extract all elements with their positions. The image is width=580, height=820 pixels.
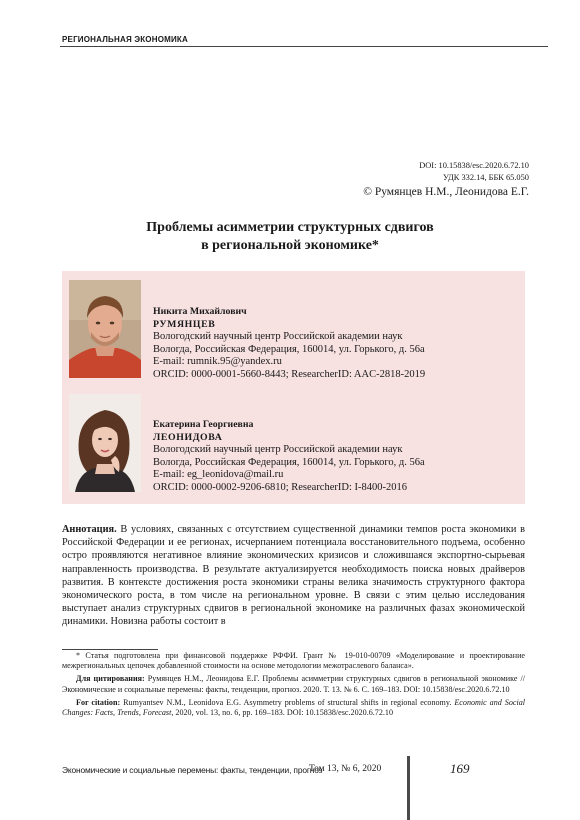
abstract-label: Аннотация. [62,524,117,535]
author-photo-leonidova [69,394,141,492]
citation-en [62,698,525,718]
author-first-name: Екатерина Георгиевна [153,419,254,430]
page-number: 169 [450,761,470,776]
author-organization: Вологодский научный центр Российской академии наук [153,444,403,455]
author-organization: Вологодский научный центр Российской академии наук [153,331,403,342]
citation-ru-label: Для цитирования: [76,674,145,684]
author-surname: РУМЯНЦЕВ [153,318,216,330]
article-title-line-1: Проблемы асимметрии структурных сдвигов [146,220,434,235]
footer-volume: Том 13, № 6, 2020 [309,764,382,774]
footnote-divider [62,649,158,650]
author-first-name: Никита Михайлович [153,306,247,317]
citation-ru-text: Румянцев Н.М., Леонидова Е.Г. Проблемы асимметрии структурных сдвигов в региональной экономике // Экономические и социальные перемены: факты, тенденции, прогноз. 2020. Т. 13. № 6. С. 169–183. DOI: 10.15838/esc.2020.6.72.10 [62,674,525,694]
author-ids: ORCID: 0000-0002-9206-6810; ResearcherID: I-8400-2016 [153,481,407,493]
footer-journal-name: Экономические и социальные перемены: факты, тенденции, прогноз [62,765,323,775]
citation-en-label: For citation: [76,697,121,707]
citation-en-text-b: , 2020, vol. 13, no. 6, pp. 169–183. DOI: 10.15838/esc.2020.6.72.10 [171,708,394,718]
author-block-leonidova [153,419,425,494]
citation-en-text-a: Rumyantsev N.M., Leonidova E.G. Asymmetry problems of structural shifts in regional economy. [120,697,455,707]
author-address: Вологда, Российская Федерация, 160014, ул. Горького, д. 56а [153,456,425,468]
citation-en-journal: Economic and Social Changes: Facts, Trends, Forecast [62,697,526,718]
author-surname: ЛЕОНИДОВА [153,431,223,443]
author-ids: ORCID: 0000-0001-5660-8443; ResearcherID: AAC-2818-2019 [153,368,426,380]
header-divider [60,46,548,47]
copyright: © Румянцев Н.М., Леонидова Е.Г. [363,186,529,198]
udk-code: УДК 332.14, ББК 65.050 [442,173,529,182]
author-block-rumyantsev [153,306,425,381]
abstract [62,523,525,629]
abstract-text: В условиях, связанных с отсутствием существенной динамики темпов роста экономики в Российской Федерации и ее регионах, исчерпанием потенциала восстановительного подъема, особенно остро проявляются негативное влияние экономических кризисов и сложившаяся экспортно-сырьевая направленность производства. В результате актуализируется необходимость поиска новых драйверов развития. В контексте достижения роста экономики страны велика значимость структурного фактора экономического роста, в том числе на региональном уровне. В связи с этим целью исследования выступает анализ структурных сдвигов в региональной экономике на различных фазах экономической динамики. Новизна работы состоит в [62,524,525,628]
grant-footnote: * Статья подготовлена при финансовой поддержке РФФИ. Грант № 19-010-00709 «Моделирование и проектирование межрегиональных цепочек добавленной стоимости на основе методологии межотраслевого баланса». [62,651,525,671]
author-address: Вологда, Российская Федерация, 160014, ул. Горького, д. 56а [153,343,425,355]
citation-ru [62,674,525,694]
author-photo-rumyantsev [69,280,141,378]
doi[interactable]: DOI: 10.15838/esc.2020.6.72.10 [419,161,529,170]
authors-panel [62,271,525,504]
article-title-line-2: в региональной экономике* [201,238,379,253]
section-header: РЕГИОНАЛЬНАЯ ЭКОНОМИКА [62,35,188,44]
author-email[interactable]: E-mail: eg_leonidova@mail.ru [153,469,284,480]
author-email[interactable]: E-mail: rumnik.95@yandex.ru [153,356,282,367]
footer-divider-bar [407,756,410,820]
footnotes [62,651,525,721]
